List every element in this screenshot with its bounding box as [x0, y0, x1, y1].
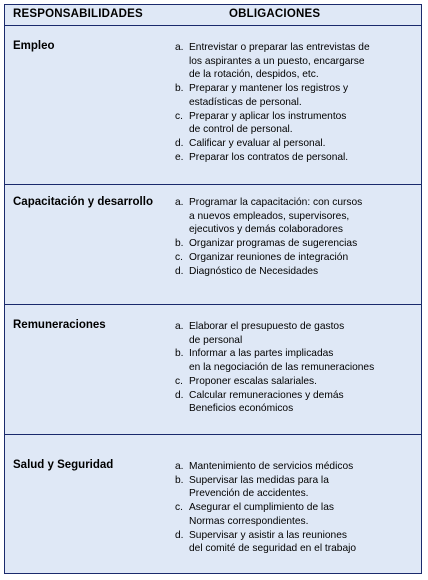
header-obligaciones: OBLIGACIONES	[229, 8, 321, 20]
list-item	[175, 110, 413, 137]
obligations-list	[175, 460, 413, 556]
item-text: Asegurar el cumplimiento de las Normas correspondientes.	[189, 502, 334, 527]
section-title: Remuneraciones	[13, 319, 106, 331]
item-text: Proponer escalas salariales.	[189, 375, 317, 387]
item-text: Organizar programas de sugerencias	[189, 238, 358, 250]
item-label: b.	[175, 348, 184, 360]
section-remuneraciones	[5, 305, 421, 435]
item-text: Preparar y mantener los registros y estadísticas de personal.	[189, 83, 349, 108]
list-item	[175, 251, 413, 265]
responsibilities-table	[4, 4, 422, 574]
item-label: d.	[175, 265, 184, 277]
header-responsabilidades: RESPONSABILIDADES	[13, 8, 143, 20]
list-item	[175, 460, 413, 474]
obligations-list	[175, 41, 413, 164]
list-item	[175, 196, 413, 237]
list-item	[175, 347, 413, 374]
item-label: a.	[175, 42, 184, 53]
list-item	[175, 82, 413, 109]
item-text: Diagnóstico de Necesidades	[189, 265, 319, 277]
item-label: d.	[175, 137, 184, 149]
obligations-list	[175, 196, 413, 278]
item-label: b.	[175, 83, 184, 95]
item-text: Mantenimiento de servicios médicos	[189, 461, 354, 472]
item-label: d.	[175, 529, 184, 541]
list-item	[175, 389, 413, 416]
list-item	[175, 237, 413, 251]
list-item	[175, 151, 413, 165]
item-text: Programar la capacitación: con cursos a nuevos empleados, supervisores, ejecutivos y demás colaboradores	[189, 197, 363, 236]
item-label: c.	[175, 251, 183, 263]
list-item	[175, 137, 413, 151]
item-text: Organizar reuniones de integración	[189, 251, 349, 263]
item-label: c.	[175, 502, 183, 514]
list-item	[175, 41, 413, 82]
table-header	[5, 5, 421, 26]
section-empleo	[5, 25, 421, 185]
item-label: a.	[175, 321, 184, 332]
section-capacitacion	[5, 185, 421, 305]
item-text: Preparar y aplicar los instrumentos de control de personal.	[189, 110, 347, 136]
item-label: a.	[175, 461, 184, 472]
item-label: b.	[175, 474, 184, 486]
section-title: Empleo	[13, 40, 55, 52]
list-item	[175, 375, 413, 389]
item-label: c.	[175, 375, 183, 387]
item-label: d.	[175, 389, 184, 401]
list-item	[175, 320, 413, 347]
item-label: a.	[175, 197, 184, 208]
item-text: Informar a las partes implicadas en la negociación de las remuneraciones	[189, 348, 375, 374]
item-text: Entrevistar o preparar las entrevistas de los aspirantes a un puesto, encargarse de la rotación, despidos, etc.	[189, 42, 370, 81]
item-text: Calcular remuneraciones y demás Beneficios económicos	[189, 389, 344, 415]
item-text: Elaborar el presupuesto de gastos de personal	[189, 321, 345, 346]
section-title: Salud y Seguridad	[13, 459, 114, 471]
item-label: b.	[175, 238, 184, 250]
item-text: Calificar y evaluar al personal.	[189, 137, 326, 149]
list-item	[175, 501, 413, 528]
item-text: Preparar los contratos de personal.	[189, 151, 349, 163]
item-text: Supervisar las medidas para la Prevención de accidentes.	[189, 474, 329, 500]
list-item	[175, 265, 413, 279]
section-title: Capacitación y desarrollo	[13, 196, 153, 208]
item-label: e.	[175, 151, 184, 163]
obligations-list	[175, 320, 413, 416]
item-label: c.	[175, 110, 183, 122]
item-text: Supervisar y asistir a las reuniones del comité de seguridad en el trabajo	[189, 529, 357, 555]
list-item	[175, 474, 413, 501]
list-item	[175, 529, 413, 556]
section-salud-seguridad	[5, 435, 421, 575]
